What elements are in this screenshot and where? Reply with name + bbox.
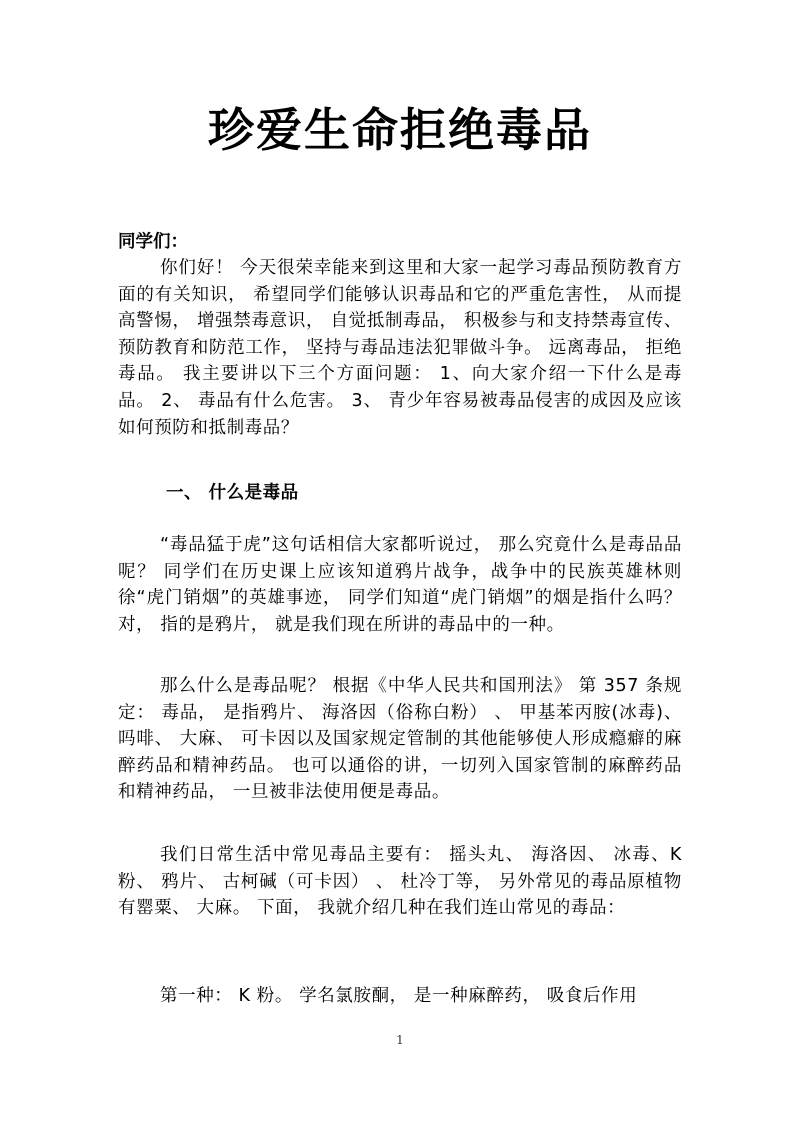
paragraph-k-powder: 第一种： K 粉。 学名氯胺酮， 是一种麻醉药， 吸食后作用 xyxy=(160,986,638,1006)
section-heading-what-is-drug: 一、 什么是毒品 xyxy=(166,483,299,503)
paragraph-tiger-saying: “毒品猛于虎”这句话相信大家都听说过， 那么究竟什么是毒品品呢？ 同学们在历史课上应该知道鸦片战争，战争中的民族英雄林则徐“虎门销烟”的英雄事迹， 同学们知道“虎门销烟”的烟是指什么吗？ 对， 指的是鸦片， 就是我们现在所讲的毒品中的一种。 xyxy=(118,535,682,635)
page-number: 1 xyxy=(396,1033,404,1047)
intro-paragraph: 你们好！ 今天很荣幸能来到这里和大家一起学习毒品预防教育方面的有关知识， 希望同学们能够认识毒品和它的严重危害性， 从而提高警惕， 增强禁毒意识， 自觉抵制毒品， 积极参与和支持禁毒宣传、 预防教育和防范工作， 坚持与毒品违法犯罪做斗争。 远离毒品， 拒绝毒品。 我主要讲以下三个方面问题： 1、向大家介绍一下什么是毒品。 2、 毒品有什么危害。 3、 青少年容易被毒品侵害的成因及应该如何预防和抵制毒品？ xyxy=(118,258,682,438)
document-title: 珍爱生命拒绝毒品 xyxy=(208,103,592,157)
salutation: 同学们： xyxy=(118,232,188,252)
paragraph-legal-definition: 那么什么是毒品呢？ 根据《中华人民共和国刑法》 第 357 条规定： 毒品， 是指鸦片、 海洛因（俗称白粉） 、 甲基苯丙胺(冰毒)、 吗啡、 大麻、 可卡因以及国家规定管制的其他能够使人形成瘾癖的麻醉药品和精神药品。 也可以通俗的讲，一切列入国家管制的麻醉药品和精神药品， 一旦被非法使用便是毒品。 xyxy=(118,676,682,803)
paragraph-common-drugs: 我们日常生活中常见毒品主要有： 摇头丸、 海洛因、 冰毒、K 粉、 鸦片、 古柯碱（可卡因） 、 杜冷丁等， 另外常见的毒品原植物有罂粟、 大麻。 下面， 我就介绍几种在我们连山常见的毒品： xyxy=(118,845,682,919)
